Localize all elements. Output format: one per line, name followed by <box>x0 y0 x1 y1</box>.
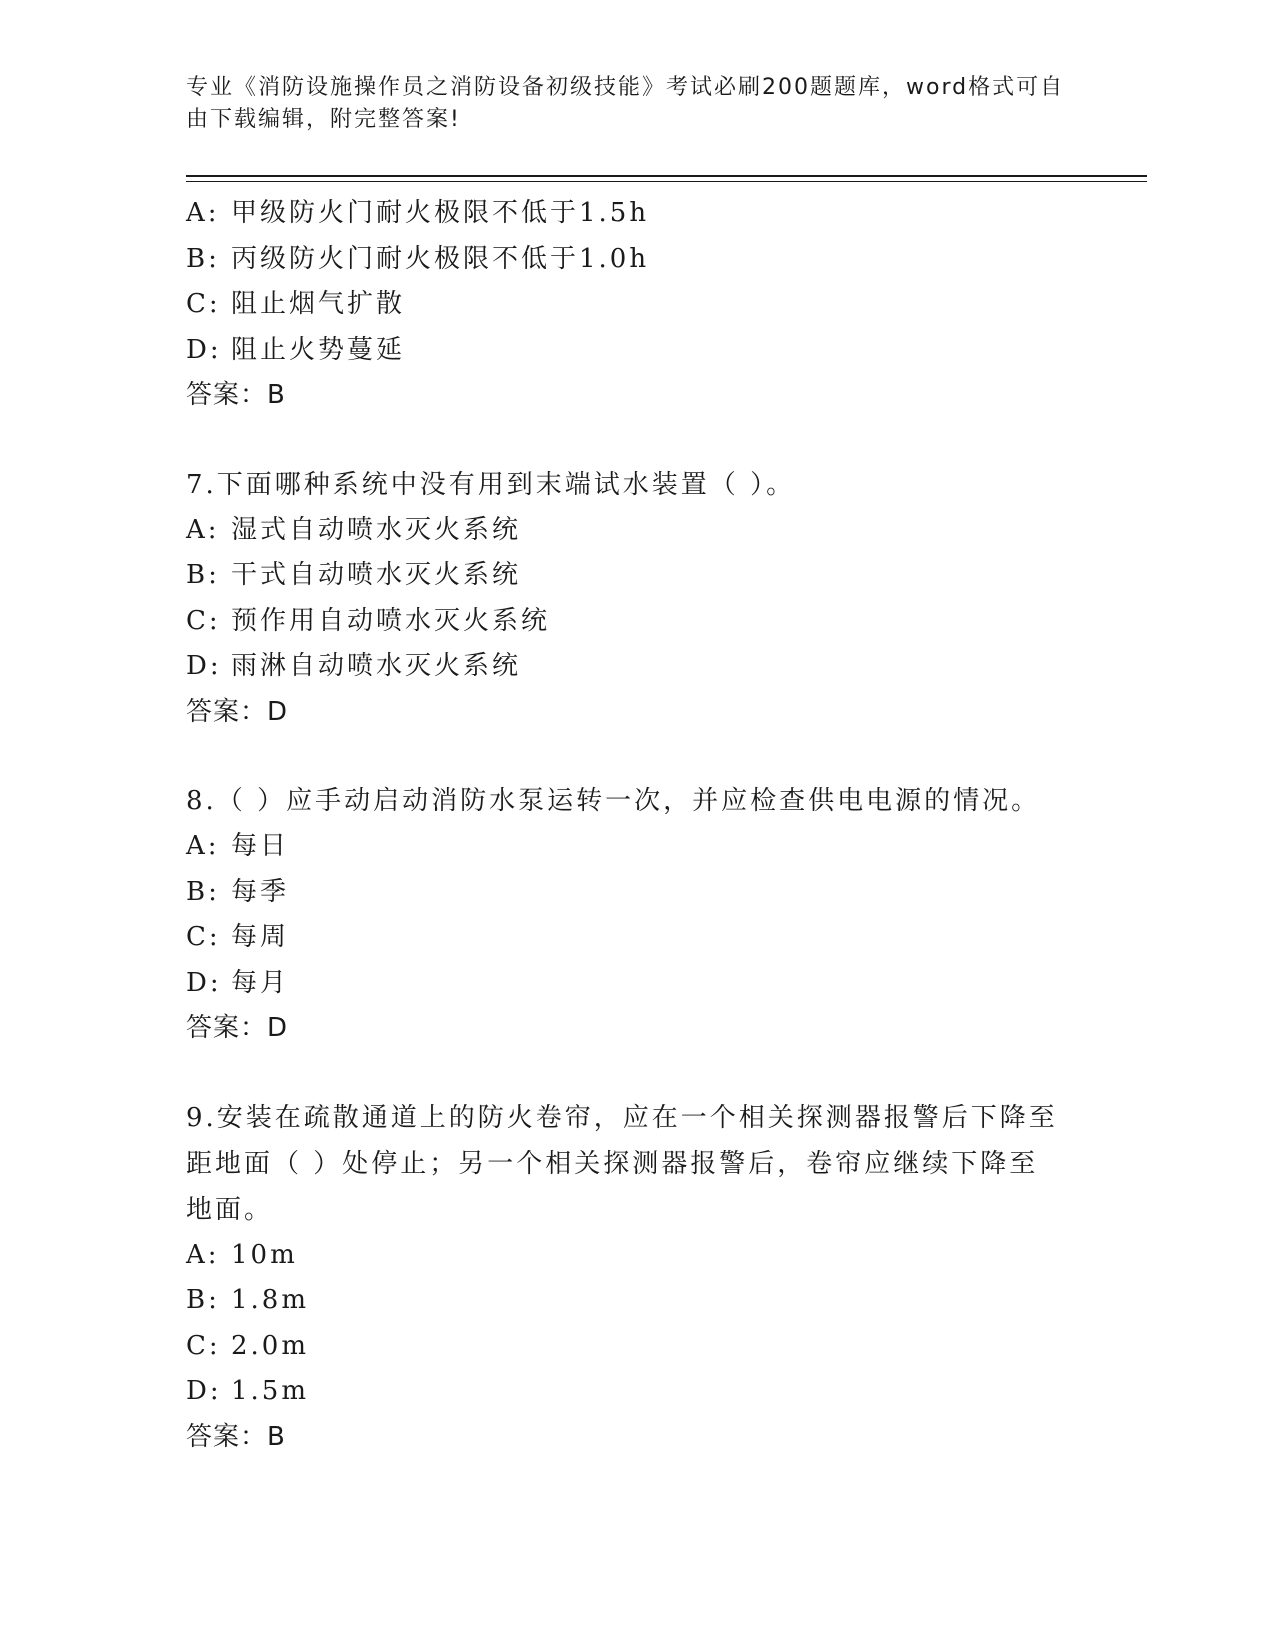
option-text: 丙级防火门耐火极限不低于1.0h <box>231 243 650 274</box>
header-divider-thick <box>186 175 1147 177</box>
option-text: 每日 <box>231 831 290 861</box>
question-stem: 9.安装在疏散通道上的防火卷帘，应在一个相关探测器报警后下降至距地面（ ）处停止；另一个相关探测器报警后，卷帘应继续下降至地面。 <box>186 1102 1058 1225</box>
option-b <box>186 1278 1086 1324</box>
option-label: B: <box>186 1285 220 1315</box>
option-c <box>186 599 1086 645</box>
question-block-8 <box>186 778 1086 1052</box>
option-text: 10m <box>231 1239 298 1270</box>
option-d <box>186 961 1086 1007</box>
question-block-6 <box>186 191 1086 419</box>
option-label: D: <box>186 651 222 681</box>
option-text: 每季 <box>231 876 290 907</box>
option-b <box>186 870 1086 916</box>
option-d <box>186 1369 1086 1415</box>
question-list <box>186 191 1086 1460</box>
option-d <box>186 644 1086 690</box>
option-label: C: <box>186 1330 221 1361</box>
option-text: 每月 <box>231 967 290 998</box>
question-block-9 <box>186 1095 1086 1461</box>
option-text: 湿式自动喷水灭火系统 <box>231 514 522 545</box>
question-block-7 <box>186 462 1086 736</box>
option-text: 阻止烟气扩散 <box>231 289 406 319</box>
option-text: 2.0m <box>231 1330 310 1361</box>
option-label: B: <box>186 560 220 590</box>
document-header: 专业《消防设施操作员之消防设备初级技能》考试必刷200题题库，word格式可自由下载编辑，附完整答案! <box>186 75 1065 132</box>
option-text: 预作用自动喷水灭火系统 <box>231 605 551 636</box>
option-c <box>186 1324 1086 1370</box>
option-label: A: <box>186 514 220 545</box>
header-divider-thin <box>186 181 1147 182</box>
option-label: C: <box>186 922 221 952</box>
option-b <box>186 237 1086 283</box>
option-a <box>186 1233 1086 1279</box>
answer-line: 答案：B <box>186 380 286 410</box>
question-stem: 7.下面哪种系统中没有用到末端试水装置（ ）。 <box>186 469 796 500</box>
option-text: 雨淋自动喷水灭火系统 <box>231 651 522 681</box>
option-label: A: <box>186 1239 220 1270</box>
option-label: B: <box>186 243 220 274</box>
option-c <box>186 915 1086 961</box>
option-a <box>186 508 1086 554</box>
option-label: B: <box>186 876 220 907</box>
question-stem: 8.（ ）应手动启动消防水泵运转一次，并应检查供电电源的情况。 <box>186 786 1041 816</box>
option-label: C: <box>186 605 221 636</box>
answer-line: 答案：D <box>186 1013 289 1043</box>
option-label: D: <box>186 967 222 998</box>
option-text: 1.5m <box>231 1376 310 1406</box>
option-c <box>186 282 1086 328</box>
answer-line: 答案：D <box>186 696 289 727</box>
option-text: 甲级防火门耐火极限不低于1.5h <box>231 198 650 228</box>
option-a <box>186 191 1086 237</box>
answer-line: 答案：B <box>186 1421 286 1452</box>
option-b <box>186 553 1086 599</box>
option-a <box>186 824 1086 870</box>
option-text: 1.8m <box>231 1285 310 1315</box>
option-text: 每周 <box>231 922 290 952</box>
option-d <box>186 328 1086 374</box>
option-label: A: <box>186 198 220 228</box>
option-text: 阻止火势蔓延 <box>231 334 406 365</box>
option-label: A: <box>186 831 220 861</box>
option-label: D: <box>186 334 222 365</box>
option-label: C: <box>186 289 221 319</box>
option-label: D: <box>186 1376 222 1406</box>
option-text: 干式自动喷水灭火系统 <box>231 560 522 590</box>
